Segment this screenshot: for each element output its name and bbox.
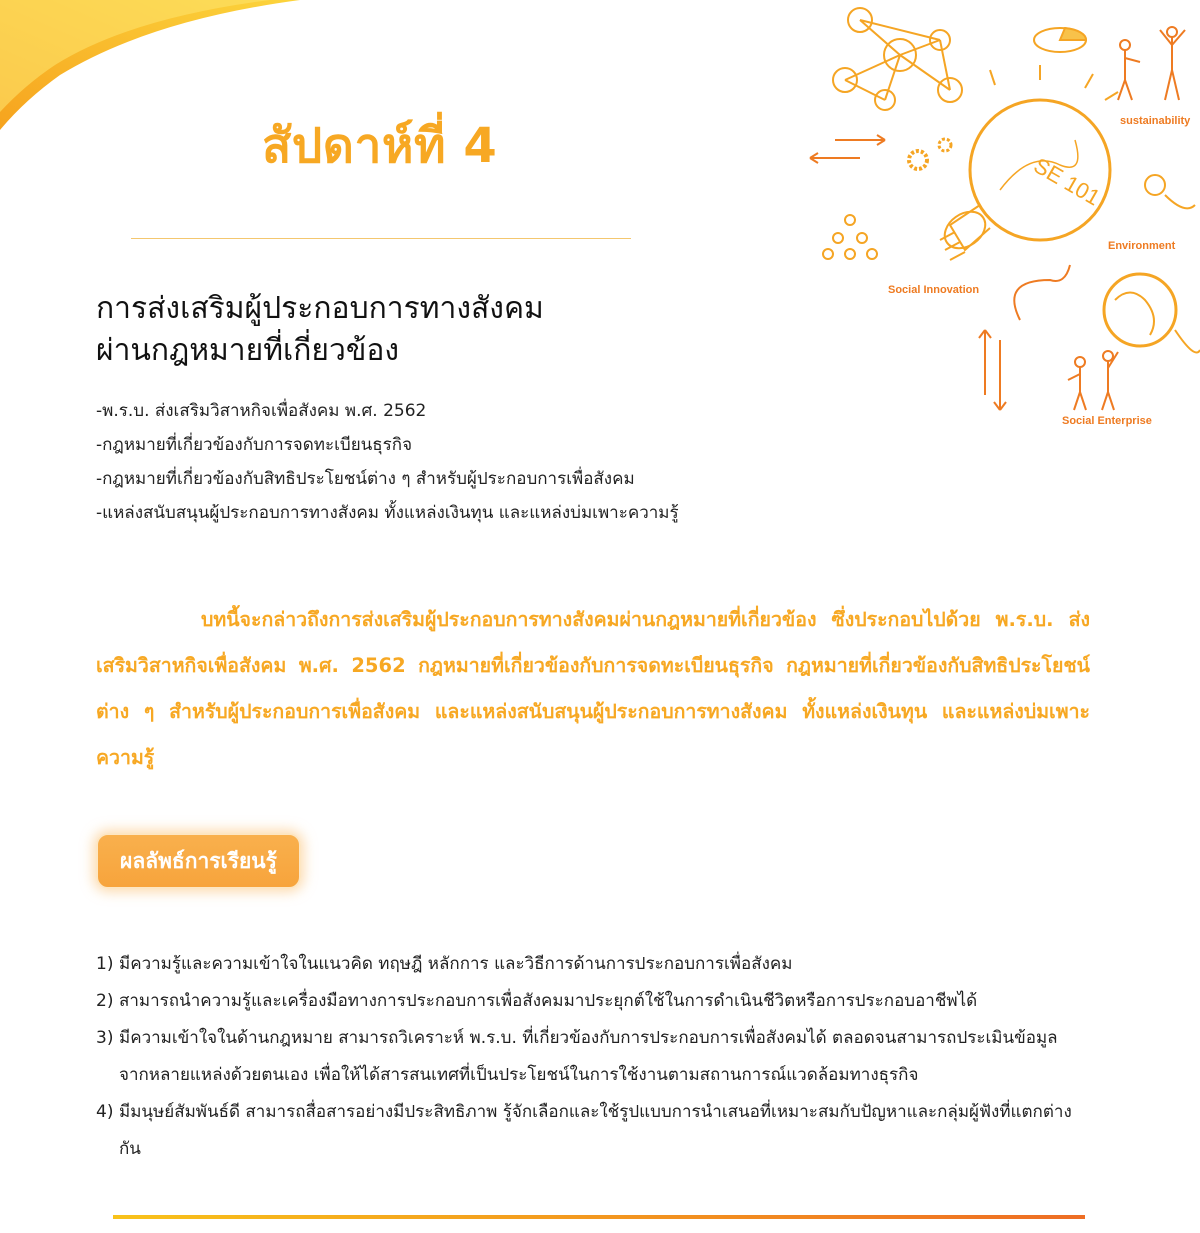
list-item	[96, 1020, 1086, 1094]
outcome-number: 2)	[96, 991, 114, 1011]
outcome-text: มีความเข้าใจในด้านกฎหมาย สามารถวิเคราะห์ พ.ร.บ. ที่เกี่ยวข้องกับการประกอบการเพื่อสังคมได้ ตลอดจนสามารถประเมินข้อมูลจากหลายแหล่งด้วยตนเอง เพื่อให้ได้สารสนเทศที่เป็นประโยชน์ในการใช้งานตามสถานการณ์แวดล้อมทางธุรกิจ	[119, 1028, 1058, 1085]
section-heading-line2: ผ่านกฎหมายที่เกี่ยวข้อง	[96, 333, 400, 368]
topic-item: -กฎหมายที่เกี่ยวข้องกับการจดทะเบียนธุรกิจ	[96, 435, 413, 455]
section-heading	[96, 288, 544, 372]
summary-paragraph: บทนี้จะกล่าวถึงการส่งเสริมผู้ประกอบการทางสังคมผ่านกฎหมายที่เกี่ยวข้อง ซึ่งประกอบไปด้วย พ.ร.บ. ส่งเสริมวิสาหกิจเพื่อสังคม พ.ศ. 2562 กฎหมายที่เกี่ยวข้องกับการจดทะเบียนธุรกิจ กฎหมายที่เกี่ยวข้องกับสิทธิประโยชน์ต่าง ๆ สำหรับผู้ประกอบการเพื่อสังคม และแหล่งสนับสนุนผู้ประกอบการทางสังคม ทั้งแหล่งเงินทุน และแหล่งบ่มเพาะความรู้	[96, 608, 1090, 769]
topic-item: -กฎหมายที่เกี่ยวข้องกับสิทธิประโยชน์ต่าง ๆ สำหรับผู้ประกอบการเพื่อสังคม	[96, 469, 635, 489]
label-environment: Environment	[1108, 240, 1176, 252]
outcome-text: มีมนุษย์สัมพันธ์ดี สามารถสื่อสารอย่างมีประสิทธิภาพ รู้จักเลือกและใช้รูปแบบการนำเสนอที่เหมาะสมกับปัญหาและกลุ่มผู้ฟังที่แตกต่างกัน	[119, 1102, 1072, 1159]
title-divider	[131, 238, 631, 239]
label-social-enterprise: Social Enterprise	[1062, 415, 1152, 427]
outcome-number: 3)	[96, 1028, 114, 1048]
topic-item: -พ.ร.บ. ส่งเสริมวิสาหกิจเพื่อสังคม พ.ศ. 2562	[96, 401, 427, 421]
list-item	[96, 1094, 1086, 1168]
label-social-innovation: Social Innovation	[888, 284, 980, 296]
topic-list	[96, 394, 679, 530]
outcome-text: มีความรู้และความเข้าใจในแนวคิด ทฤษฎี หลักการ และวิธีการด้านการประกอบการเพื่อสังคม	[119, 954, 793, 974]
outcome-number: 1)	[96, 954, 114, 974]
outcome-list	[96, 946, 1086, 1168]
list-item	[96, 946, 1086, 983]
learning-outcomes-badge	[96, 833, 301, 889]
list-item	[96, 983, 1086, 1020]
social-enterprise-lightbulb-icon	[800, 0, 1200, 440]
bottom-divider	[113, 1215, 1085, 1219]
label-sustainability: sustainability	[1120, 115, 1191, 127]
corner-swoosh-decoration	[0, 0, 300, 150]
bulb-text-label: SE 101	[1029, 152, 1105, 211]
outcome-number: 4)	[96, 1102, 114, 1122]
section-heading-line1: การส่งเสริมผู้ประกอบการทางสังคม	[96, 291, 544, 326]
week-title: สัปดาห์ที่ 4	[262, 118, 498, 174]
topic-item: -แหล่งสนับสนุนผู้ประกอบการทางสังคม ทั้งแหล่งเงินทุน และแหล่งบ่มเพาะความรู้	[96, 503, 679, 523]
learning-outcomes-label: ผลลัพธ์การเรียนรู้	[120, 848, 277, 873]
outcome-text: สามารถนำความรู้และเครื่องมือทางการประกอบการเพื่อสังคมมาประยุกต์ใช้ในการดำเนินชีวิตหรือการประกอบอาชีพได้	[119, 991, 978, 1011]
